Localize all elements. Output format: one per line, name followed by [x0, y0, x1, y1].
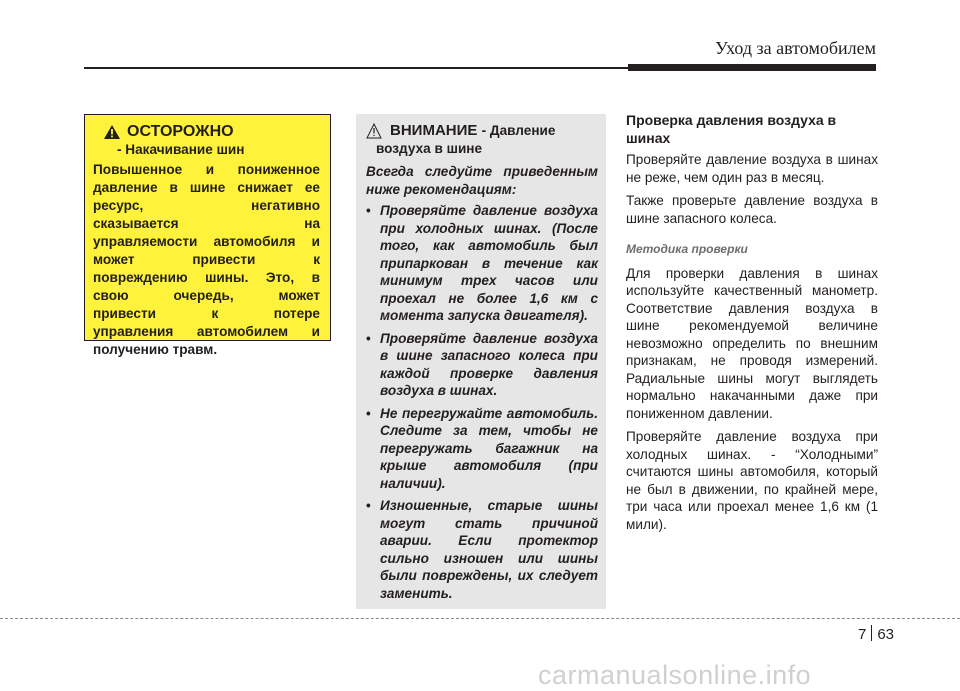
caution-line: свою очередь, может: [93, 288, 320, 303]
list-item: • Проверяйте давление воздуха в шине запасного колеса при каждой проверке давления воздуха в шинах.: [366, 330, 598, 400]
caution-box: [84, 114, 331, 357]
attention-box: [356, 114, 606, 609]
paragraph: Также проверьте давление воздуха в шине запасного колеса.: [626, 193, 878, 226]
caution-subtitle: - Накачивание шин: [117, 142, 245, 157]
paragraph: Проверяйте давление воздуха при холодных шинах. - “Холодными” считаются шины автомобиля, который не был в движении, по крайней мере, три часа или проехал менее 1,6 км (1 мили).: [626, 429, 878, 532]
page-header-title: Уход за автомобилем: [715, 38, 876, 58]
attention-title-line2: воздуха в шине: [376, 140, 483, 156]
warning-triangle-outline-icon: [366, 123, 382, 139]
footer-rule: [0, 618, 960, 619]
caution-line: привести к потере: [93, 306, 320, 321]
attention-intro: Всегда следуйте приведенным ниже рекомендациям:: [366, 164, 598, 197]
header-rule-accent: [628, 64, 876, 71]
chapter-number: 7: [858, 626, 867, 643]
caution-title: ОСТОРОЖНО: [127, 123, 234, 140]
page-number: [858, 625, 894, 643]
paragraph: Проверяйте давление воздуха в шинах не реже, чем один раз в месяц.: [626, 152, 878, 185]
paragraph: Для проверки давления в шинах используйте качественный манометр. Соответствие давления воздуха в шине рекомендуемой величине невозможно определить по внешним признакам, не проводя измерений. Радиальные шины могут выглядеть нормально накачанными даже при пониженном давлении.: [626, 265, 878, 421]
caution-line: управления автомобилем и: [93, 324, 320, 339]
page-number-value: 63: [877, 626, 895, 643]
list-item: • Проверяйте давление воздуха при холодных шинах. (После того, как автомобиль был припаркован в течение как минимум трех часов или проехал не более 1,6 км с момента запуска двигателя).: [366, 202, 598, 325]
section-heading: Проверка давления воздуха в шинах: [626, 112, 837, 146]
attention-title: ВНИМАНИЕ: [390, 122, 478, 139]
caution-line: может привести к: [93, 252, 320, 267]
list-item: • Не перегружайте автомобиль. Следите за тем, чтобы не перегружать багажник на крыше автомобиля (при наличии).: [366, 405, 598, 493]
caution-line: ресурс, негативно: [93, 198, 320, 213]
attention-title-suffix: - Давление: [481, 123, 556, 138]
caution-line: Повышенное и пониженное: [93, 162, 320, 177]
caution-line: получению травм.: [93, 342, 218, 357]
subsection-heading: Методика проверки: [626, 242, 748, 256]
caution-line: сказывается на: [93, 216, 320, 231]
caution-heading: [93, 123, 320, 141]
watermark: carmanualsonline.info: [538, 660, 812, 690]
main-column: [626, 112, 878, 539]
list-item: • Изношенные, старые шины могут стать причиной аварии. Если протектор сильно изношен или шины были повреждены, их следует заменить.: [366, 497, 598, 602]
caution-line: управляемости автомобиля и: [93, 234, 320, 249]
warning-triangle-icon: [103, 124, 121, 140]
caution-line: давление в шине снижает ее: [93, 180, 320, 195]
header-rule: [84, 67, 632, 69]
caution-line: повреждению шины. Это, в: [93, 270, 320, 285]
attention-list: [366, 202, 598, 602]
attention-heading: [366, 122, 598, 140]
